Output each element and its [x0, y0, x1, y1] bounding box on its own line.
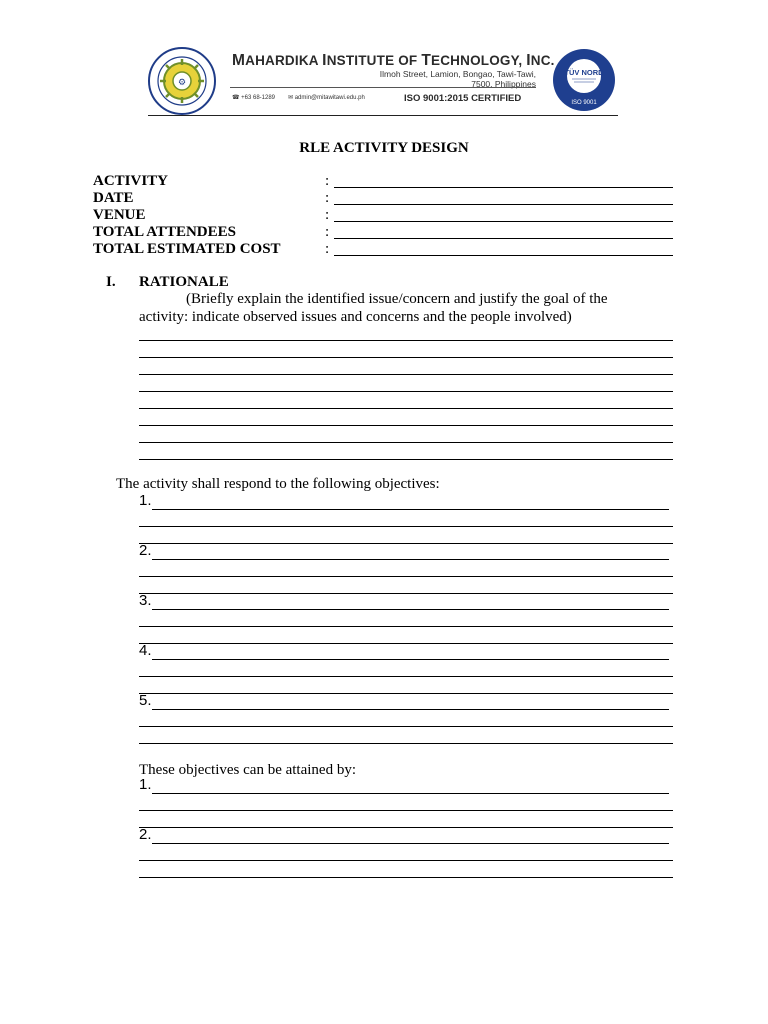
phone-icon: ☎ — [232, 95, 240, 101]
objective-write-line[interactable] — [139, 576, 673, 577]
field-label-date: DATE — [93, 190, 134, 206]
objective-write-line[interactable] — [139, 643, 673, 644]
total-estimated-cost-input-line[interactable] — [334, 255, 673, 256]
field-label-total-estimated-cost: TOTAL ESTIMATED COST — [93, 241, 281, 257]
total-attendees-input-line[interactable] — [334, 238, 673, 239]
attained-write-line[interactable] — [139, 810, 673, 811]
iso-certified-label: ISO 9001:2015 CERTIFIED — [404, 93, 522, 104]
field-colon: : — [325, 190, 330, 206]
objectives-intro: The activity shall respond to the following objectives: — [116, 476, 440, 492]
activity-input-line[interactable] — [334, 187, 673, 188]
address-line-2: 7500, Philippines — [471, 79, 536, 89]
objective-write-line[interactable] — [139, 743, 673, 744]
institution-name: MAHARDIKA INSTITUTE OF TECHNOLOGY, INC. — [232, 52, 555, 69]
rationale-write-line[interactable] — [139, 391, 673, 392]
objective-number: 1. — [139, 492, 152, 509]
field-label-total-attendees: TOTAL ATTENDEES — [93, 224, 236, 240]
objective-write-line[interactable] — [139, 676, 673, 677]
field-label-activity: ACTIVITY — [93, 173, 169, 189]
rationale-instruction-line-2: activity: indicate observed issues and concerns and the people involved) — [139, 309, 572, 325]
attained-intro: These objectives can be attained by: — [139, 762, 356, 778]
date-input-line[interactable] — [334, 204, 673, 205]
objective-number: 2. — [139, 542, 152, 559]
svg-text:⚙: ⚙ — [177, 78, 187, 88]
objective-write-line[interactable] — [152, 559, 669, 560]
objective-number: 3. — [139, 592, 152, 609]
objective-number: 5. — [139, 692, 152, 709]
address-line-1: Ilmoh Street, Lamion, Bongao, Tawi-Tawi, — [379, 69, 536, 79]
page-title: RLE ACTIVITY DESIGN — [299, 140, 469, 156]
phone-contact: ☎ +63 68-1289 — [232, 95, 276, 101]
rationale-write-line[interactable] — [139, 408, 673, 409]
objective-write-line[interactable] — [139, 526, 673, 527]
rationale-write-line[interactable] — [139, 340, 673, 341]
header-bottom-rule — [148, 115, 618, 116]
attained-number: 1. — [139, 776, 152, 793]
objective-write-line[interactable] — [139, 693, 673, 694]
field-colon: : — [325, 241, 330, 257]
field-label-venue: VENUE — [93, 207, 146, 223]
attained-write-line[interactable] — [139, 877, 673, 878]
institute-seal-logo — [148, 47, 216, 115]
objective-write-line[interactable] — [152, 709, 669, 710]
attained-write-line[interactable] — [139, 860, 673, 861]
rationale-write-line[interactable] — [139, 459, 673, 460]
field-colon: : — [325, 173, 330, 189]
rationale-write-line[interactable] — [139, 442, 673, 443]
rationale-write-line[interactable] — [139, 374, 673, 375]
section-title-rationale: RATIONALE — [139, 274, 229, 290]
objective-write-line[interactable] — [139, 726, 673, 727]
attained-write-line[interactable] — [152, 843, 669, 844]
venue-input-line[interactable] — [334, 221, 673, 222]
attained-write-line[interactable] — [152, 793, 669, 794]
svg-text:TÜV NORD: TÜV NORD — [564, 68, 604, 77]
objective-write-line[interactable] — [152, 509, 669, 510]
attained-number: 2. — [139, 826, 152, 843]
objective-write-line[interactable] — [139, 626, 673, 627]
email-icon: ✉ — [288, 95, 294, 101]
tuv-nord-iso-logo — [552, 48, 616, 112]
objective-write-line[interactable] — [139, 593, 673, 594]
objective-write-line[interactable] — [152, 659, 669, 660]
rationale-write-line[interactable] — [139, 425, 673, 426]
objective-write-line[interactable] — [139, 543, 673, 544]
objective-write-line[interactable] — [152, 609, 669, 610]
rationale-instruction-line-1: (Briefly explain the identified issue/concern and justify the goal of the — [186, 291, 608, 307]
email-contact: ✉ admin@mitawitawi.edu.ph — [288, 95, 365, 101]
field-colon: : — [325, 224, 330, 240]
header-divider — [230, 87, 536, 88]
rationale-write-line[interactable] — [139, 357, 673, 358]
field-colon: : — [325, 207, 330, 223]
objective-number: 4. — [139, 642, 152, 659]
svg-text:ISO 9001: ISO 9001 — [571, 100, 597, 106]
section-number: I. — [106, 274, 116, 290]
attained-write-line[interactable] — [139, 827, 673, 828]
